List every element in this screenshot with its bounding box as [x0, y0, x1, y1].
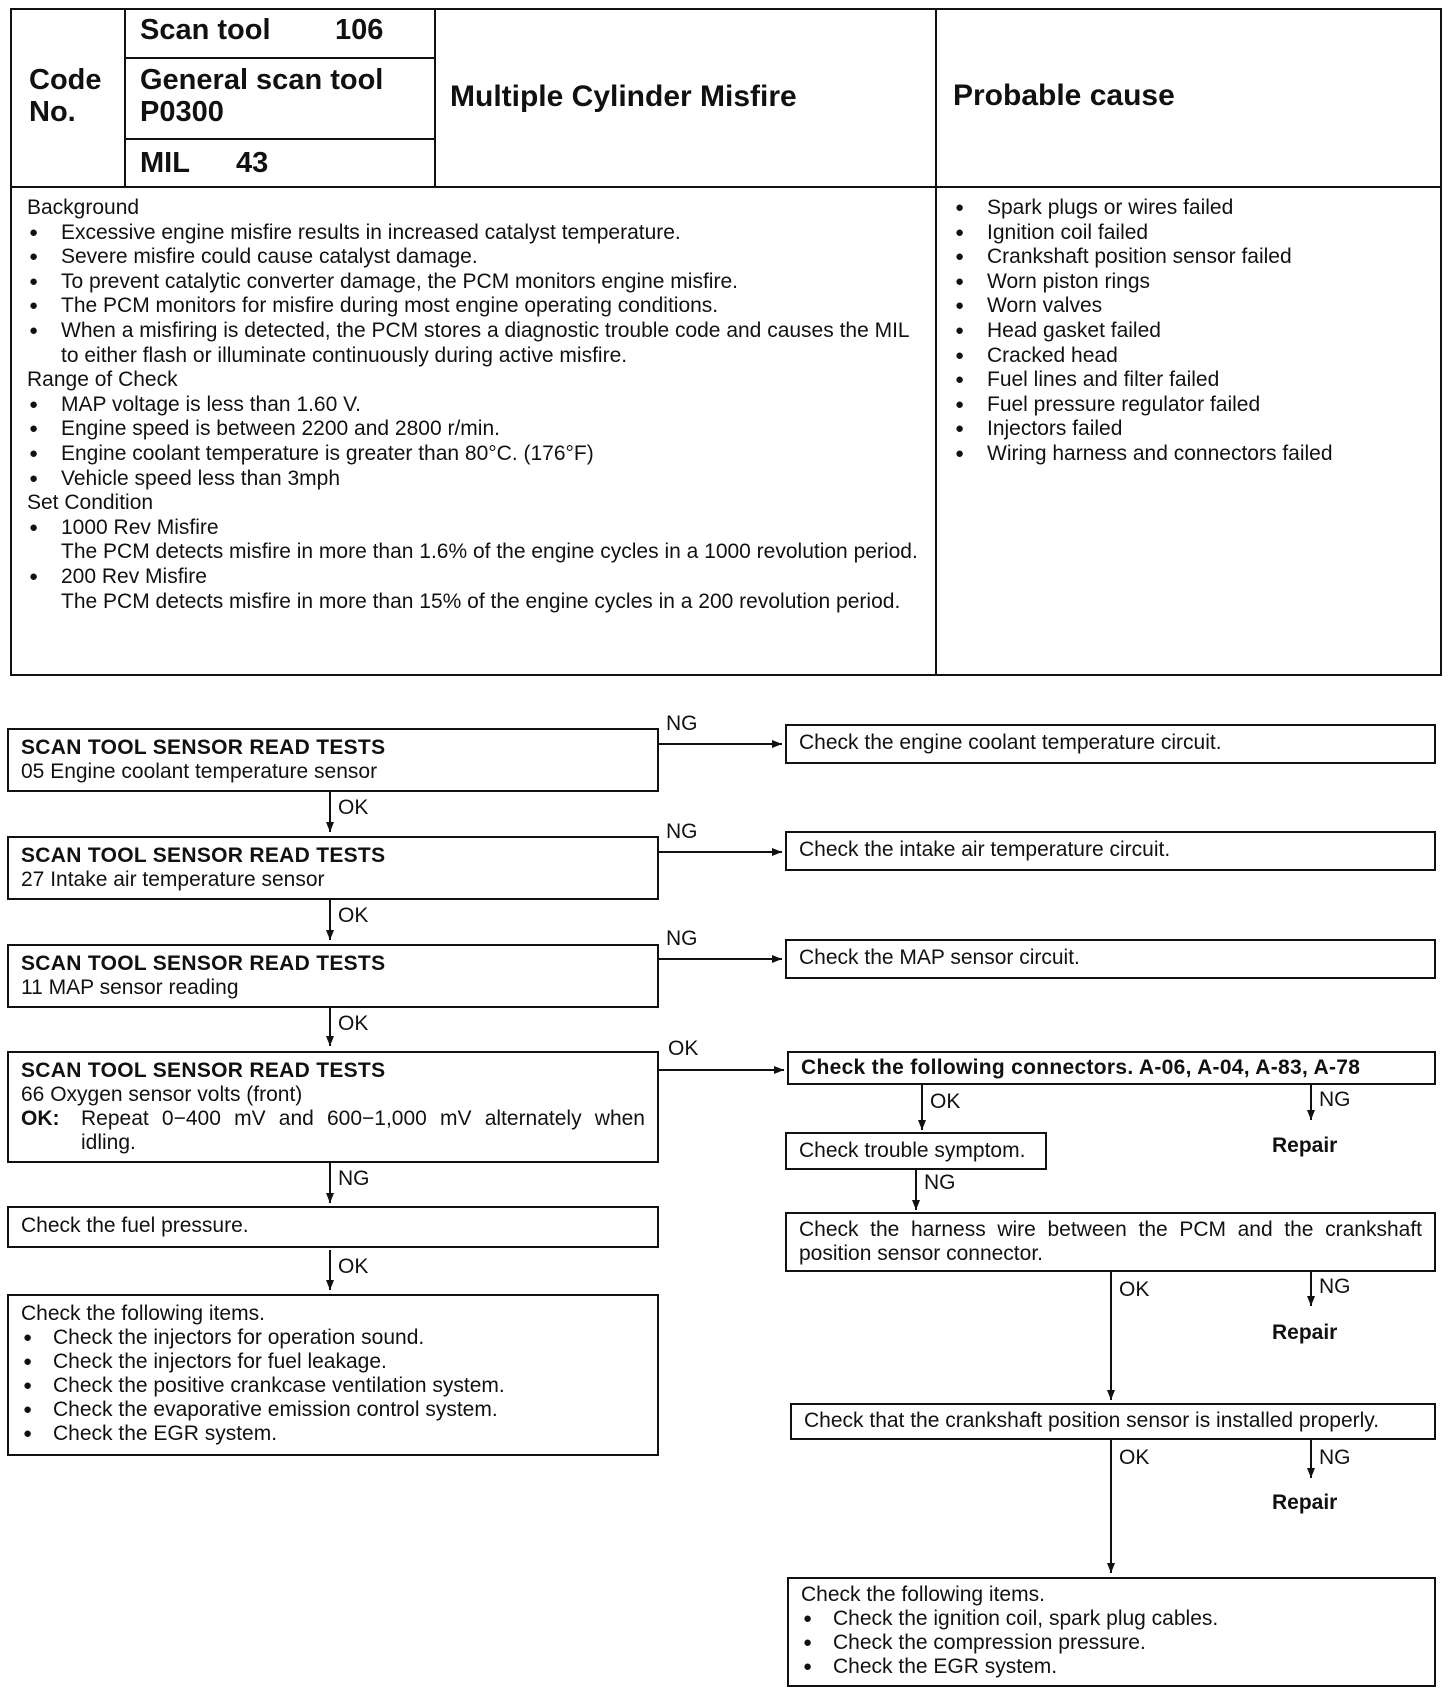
- list-item: ● Check the evaporative emission control system.: [21, 1398, 645, 1422]
- code-no-label: Code No.: [29, 64, 102, 128]
- list-item: ● Check the ignition coil, spark plug cables.: [801, 1607, 1422, 1631]
- check-iat-circuit-box: Check the intake air temperature circuit.: [785, 831, 1436, 871]
- left-items-box: Check the following items. ● Check the injectors for operation sound. ● Check the injectors for fuel leakage. ● Check the positive crankcase ventilation system. ● Check the evaporative emission control system. ● Check the EGR system.: [7, 1294, 659, 1456]
- ng-label: NG: [666, 712, 698, 735]
- list-item: ● Severe misfire could cause catalyst damage.: [27, 245, 922, 270]
- list-item: ● Excessive engine misfire results in increased catalyst temperature.: [27, 221, 922, 246]
- background-heading: Background: [27, 196, 140, 219]
- test-box-o2: SCAN TOOL SENSOR READ TESTS 66 Oxygen sensor volts (front) OK: Repeat 0−400 mV and 600−1,000 mV alternately when idling.: [7, 1051, 659, 1163]
- list-item: ● To prevent catalytic converter damage, the PCM monitors engine misfire.: [27, 270, 922, 295]
- list-item: ● Check the positive crankcase ventilation system.: [21, 1374, 645, 1398]
- list-item: ● 1000 Rev Misfire The PCM detects misfire in more than 1.6% of the engine cycles in a 1000 revolution period.: [27, 516, 922, 565]
- set-condition-heading: Set Condition: [27, 491, 154, 515]
- probable-cause-heading: Probable cause: [953, 79, 1175, 112]
- list-item: ● Fuel pressure regulator failed: [953, 393, 1433, 418]
- test-box-ect: SCAN TOOL SENSOR READ TESTS 05 Engine coolant temperature sensor: [7, 728, 659, 792]
- repair-label: Repair: [1272, 1321, 1338, 1344]
- list-item: ● The PCM monitors for misfire during most engine operating conditions.: [27, 294, 922, 319]
- ng-label: NG: [666, 820, 698, 843]
- list-item: ● Check the EGR system.: [801, 1655, 1422, 1679]
- list-item: ● Ignition coil failed: [953, 221, 1433, 246]
- ok-label: OK: [338, 1255, 369, 1278]
- ng-label: NG: [924, 1171, 956, 1194]
- crank-installed-box: Check that the crankshaft position sensor is installed properly.: [790, 1403, 1436, 1440]
- list-item: ● Head gasket failed: [953, 319, 1433, 344]
- list-item: ● Injectors failed: [953, 417, 1433, 442]
- list-item: ● Engine speed is between 2200 and 2800 r/min.: [27, 417, 922, 442]
- list-item: ● Wiring harness and connectors failed: [953, 442, 1433, 467]
- test-box-iat: SCAN TOOL SENSOR READ TESTS 27 Intake air temperature sensor: [7, 836, 659, 900]
- ng-label: NG: [1319, 1446, 1351, 1469]
- harness-box: Check the harness wire between the PCM and the crankshaft position sensor connector.: [785, 1212, 1436, 1272]
- list-item: ● Engine coolant temperature is greater than 80°C. (176°F): [27, 442, 922, 467]
- list-item: ● Fuel lines and filter failed: [953, 368, 1433, 393]
- check-ect-circuit-box: Check the engine coolant temperature circuit.: [785, 724, 1436, 764]
- trouble-symptom-box: Check trouble symptom.: [785, 1132, 1047, 1170]
- ok-label: OK: [338, 904, 369, 927]
- list-item: ● 200 Rev Misfire The PCM detects misfire in more than 15% of the engine cycles in a 200 revolution period.: [27, 565, 922, 614]
- mil-label: MIL: [140, 147, 190, 179]
- list-item: ● Worn piston rings: [953, 270, 1433, 295]
- list-item: ● MAP voltage is less than 1.60 V.: [27, 393, 922, 418]
- ok-label: OK: [1119, 1446, 1150, 1469]
- repair-label: Repair: [1272, 1491, 1338, 1514]
- general-scan-tool-label: General scan tool: [140, 64, 384, 96]
- list-item: ● Spark plugs or wires failed: [953, 196, 1433, 221]
- ok-label: OK: [668, 1037, 699, 1060]
- general-scan-tool-value: P0300: [140, 96, 224, 128]
- ng-label: NG: [666, 927, 698, 950]
- mil-value: 43: [236, 147, 269, 179]
- repair-label: Repair: [1272, 1134, 1338, 1157]
- test-box-map: SCAN TOOL SENSOR READ TESTS 11 MAP sensor reading: [7, 944, 659, 1008]
- list-item: ● Check the injectors for operation sound.: [21, 1326, 645, 1350]
- list-item: ● Crankshaft position sensor failed: [953, 245, 1433, 270]
- list-item: ● Cracked head: [953, 344, 1433, 369]
- scan-tool-value: 106: [335, 14, 384, 46]
- right-items-box: Check the following items. ● Check the ignition coil, spark plug cables. ● Check the compression pressure. ● Check the EGR system.: [787, 1577, 1436, 1687]
- ng-label: NG: [338, 1167, 370, 1190]
- ok-label: OK: [338, 796, 369, 819]
- list-item: ● Check the EGR system.: [21, 1422, 645, 1446]
- ng-label: NG: [1319, 1275, 1351, 1298]
- range-heading: Range of Check: [27, 368, 178, 392]
- ok-label: OK: [930, 1090, 961, 1113]
- list-item: ● Worn valves: [953, 294, 1433, 319]
- list-item: ● When a misfiring is detected, the PCM stores a diagnostic trouble code and causes the MIL to either flash or illuminate continuously during active misfire.: [27, 319, 922, 368]
- scan-tool-label: Scan tool: [140, 14, 271, 46]
- list-item: ● Check the compression pressure.: [801, 1631, 1422, 1655]
- ng-label: NG: [1319, 1088, 1351, 1111]
- fuel-pressure-box: Check the fuel pressure.: [7, 1206, 659, 1248]
- list-item: ● Vehicle speed less than 3mph: [27, 467, 922, 492]
- page-title: Multiple Cylinder Misfire: [450, 80, 797, 113]
- list-item: ● Check the injectors for fuel leakage.: [21, 1350, 645, 1374]
- check-map-circuit-box: Check the MAP sensor circuit.: [785, 939, 1436, 979]
- ok-label: OK: [1119, 1278, 1150, 1301]
- connectors-box: Check the following connectors. A-06, A-04, A-83, A-78: [787, 1051, 1436, 1085]
- ok-label: OK: [338, 1012, 369, 1035]
